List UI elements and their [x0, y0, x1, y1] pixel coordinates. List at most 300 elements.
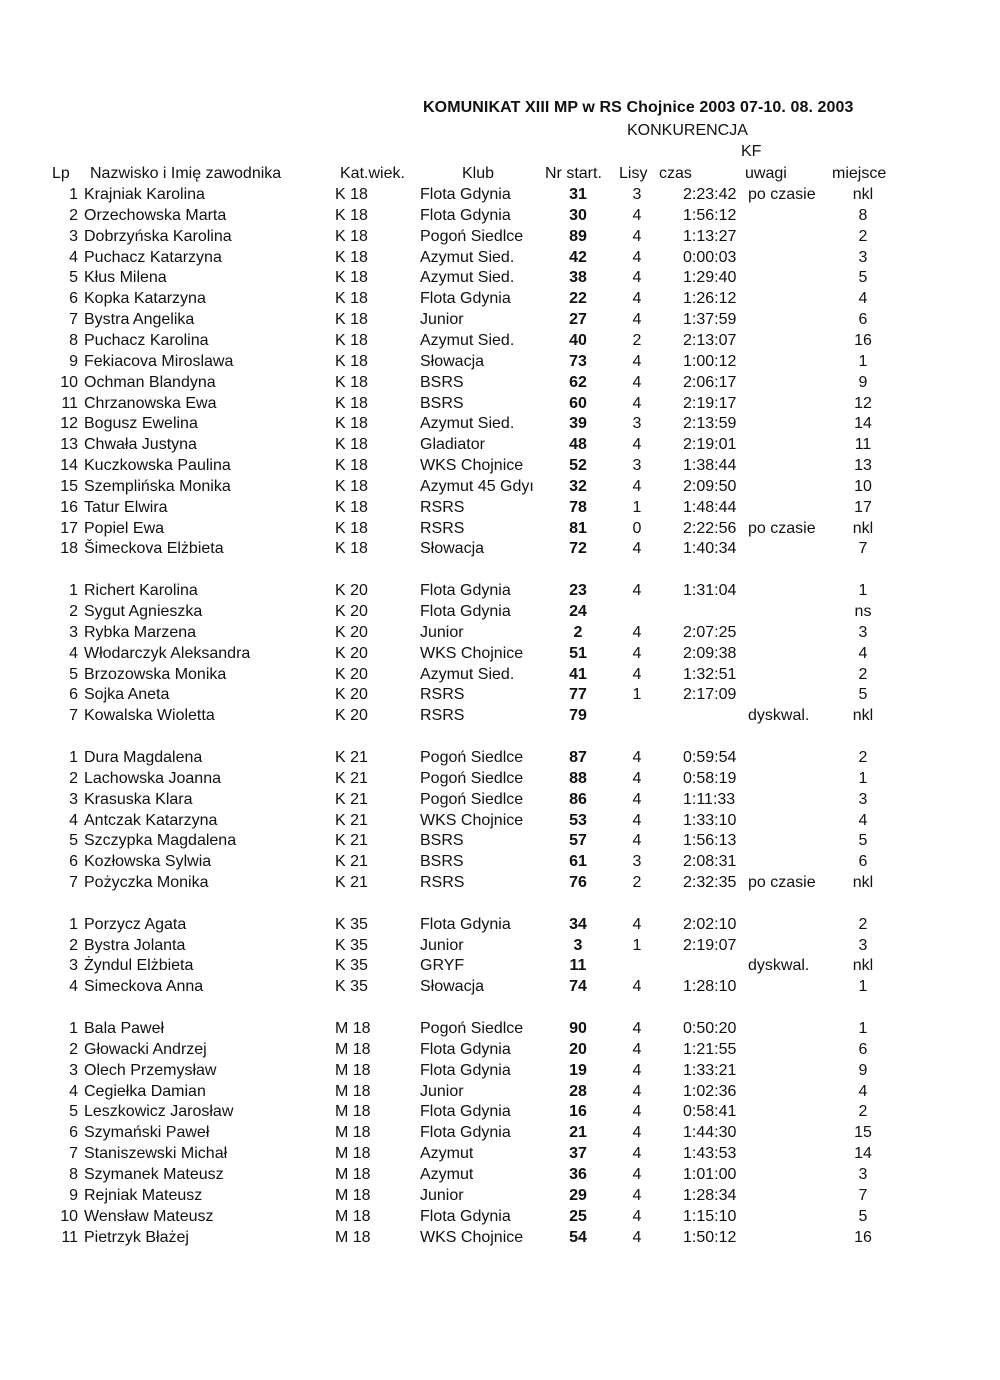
start-number: 34: [569, 916, 587, 933]
row-number: 13: [60, 436, 78, 453]
age-category: M 18: [335, 1229, 371, 1246]
start-number: 39: [569, 415, 587, 432]
row-number: 12: [60, 415, 78, 432]
club-name: BSRS: [420, 832, 464, 849]
competitor-name: Fekiacova Miroslawa: [84, 353, 234, 370]
table-row: [0, 851, 1000, 872]
start-number: 52: [569, 457, 587, 474]
start-number: 62: [569, 374, 587, 391]
competitor-name: Pożyczka Monika: [84, 874, 209, 891]
competitor-name: Puchacz Karolina: [84, 332, 209, 349]
finish-time: 1:56:12: [683, 207, 737, 224]
lisy-count: 2: [632, 874, 642, 891]
club-name: Flota Gdynia: [420, 603, 511, 620]
table-row: [0, 434, 1000, 455]
age-category: K 21: [335, 770, 368, 787]
start-number: 21: [569, 1124, 587, 1141]
table-row: [0, 267, 1000, 288]
age-category: K 21: [335, 853, 368, 870]
start-number: 61: [569, 853, 587, 870]
finish-time: 1:32:51: [683, 666, 737, 683]
age-category: M 18: [335, 1166, 371, 1183]
row-number: 1: [69, 186, 78, 203]
row-number: 7: [69, 311, 78, 328]
club-name: RSRS: [420, 520, 465, 537]
row-number: 5: [69, 269, 78, 286]
competitor-name: Bogusz Ewelina: [84, 415, 198, 432]
finish-time: 2:13:07: [683, 332, 737, 349]
competitor-name: Olech Przemysław: [84, 1062, 217, 1079]
lisy-count: 1: [632, 499, 642, 516]
finish-time: 2:32:35: [683, 874, 737, 891]
place: 2: [858, 228, 868, 245]
start-number: 38: [569, 269, 587, 286]
row-number: 15: [60, 478, 78, 495]
age-category: K 18: [335, 520, 368, 537]
place: 5: [858, 269, 868, 286]
competitor-name: Puchacz Katarzyna: [84, 249, 222, 266]
age-category: K 20: [335, 645, 368, 662]
competitor-name: Szymański Paweł: [84, 1124, 210, 1141]
club-name: Słowacja: [420, 978, 485, 995]
table-row: [0, 372, 1000, 393]
start-number: 2: [573, 624, 583, 641]
place: 13: [854, 457, 872, 474]
finish-time: 1:26:12: [683, 290, 737, 307]
club-name: Pogoń Siedlce: [420, 749, 524, 766]
remarks: dyskwal.: [748, 707, 810, 724]
place: 4: [858, 290, 868, 307]
age-category: K 18: [335, 395, 368, 412]
competitor-name: Rejniak Mateusz: [84, 1187, 203, 1204]
competitor-name: Lachowska Joanna: [84, 770, 221, 787]
age-category: K 18: [335, 457, 368, 474]
row-number: 1: [69, 916, 78, 933]
table-row: [0, 1081, 1000, 1102]
finish-time: 1:28:10: [683, 978, 737, 995]
finish-time: 1:01:00: [683, 1166, 737, 1183]
finish-time: 0:00:03: [683, 249, 737, 266]
finish-time: 1:02:36: [683, 1083, 737, 1100]
competitor-name: Porzycz Agata: [84, 916, 187, 933]
finish-time: 1:00:12: [683, 353, 737, 370]
row-number: 6: [69, 853, 78, 870]
table-row: [0, 1122, 1000, 1143]
club-name: Junior: [420, 1083, 464, 1100]
lisy-count: 4: [632, 1020, 642, 1037]
header-lisy: Lisy: [619, 165, 648, 182]
competitor-name: Rybka Marzena: [84, 624, 197, 641]
lisy-count: 4: [632, 645, 642, 662]
start-number: 57: [569, 832, 587, 849]
finish-time: 2:06:17: [683, 374, 737, 391]
lisy-count: 3: [632, 457, 642, 474]
place: 1: [858, 1020, 868, 1037]
start-number: 29: [569, 1187, 587, 1204]
place: 5: [858, 1208, 868, 1225]
header-lp: Lp: [52, 165, 70, 182]
competitor-name: Krajniak Karolina: [84, 186, 205, 203]
start-number: 48: [569, 436, 587, 453]
start-number: 86: [569, 791, 587, 808]
finish-time: 1:31:04: [683, 582, 737, 599]
lisy-count: 4: [632, 791, 642, 808]
age-category: M 18: [335, 1020, 371, 1037]
competitor-name: Staniszewski Michał: [84, 1145, 228, 1162]
row-number: 2: [69, 1041, 78, 1058]
club-name: RSRS: [420, 707, 465, 724]
competitor-name: Żyndul Elżbieta: [84, 957, 194, 974]
place: 16: [854, 332, 872, 349]
competitor-name: Leszkowicz Jarosław: [84, 1103, 234, 1120]
table-row: [0, 1039, 1000, 1060]
competitor-name: Sojka Aneta: [84, 686, 170, 703]
row-number: 11: [61, 1229, 78, 1246]
discipline-label: KF: [741, 143, 762, 160]
start-number: 79: [569, 707, 587, 724]
lisy-count: 3: [632, 186, 642, 203]
lisy-count: 4: [632, 311, 642, 328]
start-number: 77: [569, 686, 587, 703]
row-number: 14: [60, 457, 78, 474]
place: 6: [858, 311, 868, 328]
lisy-count: 4: [632, 749, 642, 766]
age-category: K 20: [335, 686, 368, 703]
lisy-count: 4: [632, 666, 642, 683]
row-number: 2: [69, 207, 78, 224]
club-name: WKS Chojnice: [420, 812, 524, 829]
club-name: Flota Gdynia: [420, 186, 511, 203]
header-place: miejsce: [832, 165, 887, 182]
age-category: K 21: [335, 812, 368, 829]
competitor-name: Kowalska Wioletta: [84, 707, 215, 724]
header-category: Kat.wiek.: [340, 165, 405, 182]
row-number: 2: [69, 770, 78, 787]
remarks: po czasie: [748, 520, 816, 537]
place: 4: [858, 645, 868, 662]
age-category: M 18: [335, 1124, 371, 1141]
place: 6: [858, 1041, 868, 1058]
lisy-count: 2: [632, 332, 642, 349]
table-row: [0, 976, 1000, 997]
competitor-name: Chwała Justyna: [84, 436, 197, 453]
row-number: 6: [69, 290, 78, 307]
finish-time: 1:38:44: [683, 457, 737, 474]
start-number: 42: [569, 249, 587, 266]
age-category: K 18: [335, 353, 368, 370]
competitor-name: Włodarczyk Aleksandra: [84, 645, 251, 662]
age-category: K 18: [335, 415, 368, 432]
table-row: [0, 413, 1000, 434]
competitor-name: Bala Paweł: [84, 1020, 165, 1037]
header-club: Klub: [462, 165, 495, 182]
finish-time: 2:23:42: [683, 186, 737, 203]
club-name: Flota Gdynia: [420, 582, 511, 599]
age-category: K 21: [335, 749, 368, 766]
start-number: 30: [569, 207, 587, 224]
club-name: Azymut Sied.: [420, 249, 515, 266]
start-number: 54: [569, 1229, 587, 1246]
club-name: Azymut Sied.: [420, 269, 515, 286]
lisy-count: 4: [632, 812, 642, 829]
competitor-name: Cegiełka Damian: [84, 1083, 206, 1100]
place: 9: [858, 1062, 868, 1079]
table-row: [0, 247, 1000, 268]
finish-time: 2:09:50: [683, 478, 737, 495]
competitor-name: Kłus Milena: [84, 269, 167, 286]
place: nkl: [852, 186, 874, 203]
place: 1: [858, 582, 868, 599]
place: 3: [858, 249, 868, 266]
lisy-count: 4: [632, 1083, 642, 1100]
lisy-count: 1: [632, 686, 642, 703]
table-row: [0, 580, 1000, 601]
table-row: [0, 914, 1000, 935]
table-row: [0, 643, 1000, 664]
club-name: Flota Gdynia: [420, 1103, 511, 1120]
age-category: K 18: [335, 540, 368, 557]
place: 16: [854, 1229, 872, 1246]
age-category: K 21: [335, 791, 368, 808]
age-category: K 18: [335, 374, 368, 391]
lisy-count: 4: [632, 916, 642, 933]
table-header: [0, 163, 1000, 184]
finish-time: 1:13:27: [683, 228, 737, 245]
table-row: [0, 288, 1000, 309]
table-row: [0, 872, 1000, 893]
header-notes: uwagi: [745, 165, 787, 182]
place: 1: [858, 770, 868, 787]
table-row: [0, 309, 1000, 330]
row-number: 9: [69, 1187, 78, 1204]
competitor-name: Kopka Katarzyna: [84, 290, 206, 307]
place: nkl: [852, 520, 874, 537]
table-row: [0, 768, 1000, 789]
start-number: 28: [569, 1083, 587, 1100]
place: 8: [858, 207, 868, 224]
competitor-name: Simeckova Anna: [84, 978, 204, 995]
lisy-count: 4: [632, 582, 642, 599]
row-number: 11: [61, 395, 78, 412]
club-name: RSRS: [420, 499, 465, 516]
finish-time: 1:21:55: [683, 1041, 737, 1058]
age-category: K 18: [335, 290, 368, 307]
table-row: [0, 476, 1000, 497]
place: 17: [854, 499, 872, 516]
club-name: Flota Gdynia: [420, 916, 511, 933]
club-name: Junior: [420, 937, 464, 954]
lisy-count: 4: [632, 1208, 642, 1225]
lisy-count: 4: [632, 832, 642, 849]
place: 3: [858, 937, 868, 954]
place: 5: [858, 832, 868, 849]
table-row: [0, 497, 1000, 518]
table-row: [0, 351, 1000, 372]
row-number: 18: [60, 540, 78, 557]
finish-time: 1:33:10: [683, 812, 737, 829]
row-number: 6: [69, 1124, 78, 1141]
start-number: 72: [569, 540, 587, 557]
club-name: WKS Chojnice: [420, 457, 524, 474]
place: 6: [858, 853, 868, 870]
start-number: 81: [569, 520, 587, 537]
row-number: 4: [69, 645, 78, 662]
start-number: 41: [569, 666, 587, 683]
table-row: [0, 705, 1000, 726]
place: 14: [854, 415, 872, 432]
club-name: BSRS: [420, 853, 464, 870]
competitor-name: Tatur Elwira: [84, 499, 168, 516]
competitor-name: Antczak Katarzyna: [84, 812, 218, 829]
age-category: K 18: [335, 207, 368, 224]
start-number: 37: [569, 1145, 587, 1162]
age-category: K 18: [335, 249, 368, 266]
competitor-name: Szymanek Mateusz: [84, 1166, 224, 1183]
start-number: 76: [569, 874, 587, 891]
age-category: K 18: [335, 499, 368, 516]
start-number: 78: [569, 499, 587, 516]
finish-time: 2:17:09: [683, 686, 737, 703]
start-number: 19: [569, 1062, 587, 1079]
lisy-count: 4: [632, 249, 642, 266]
table-row: [0, 1060, 1000, 1081]
age-category: M 18: [335, 1083, 371, 1100]
table-row: [0, 664, 1000, 685]
age-category: M 18: [335, 1208, 371, 1225]
document-title: KOMUNIKAT XIII MP w RS Chojnice 2003 07-10. 08. 2003: [423, 99, 854, 116]
table-row: [0, 1185, 1000, 1206]
competitor-name: Szemplińska Monika: [84, 478, 231, 495]
club-name: Azymut: [420, 1166, 474, 1183]
place: nkl: [852, 707, 874, 724]
table-row: [0, 747, 1000, 768]
lisy-count: 4: [632, 269, 642, 286]
age-category: K 21: [335, 874, 368, 891]
table-row: [0, 205, 1000, 226]
club-name: RSRS: [420, 874, 465, 891]
start-number: 32: [569, 478, 587, 495]
row-number: 1: [69, 749, 78, 766]
finish-time: 2:02:10: [683, 916, 737, 933]
competitor-name: Wensław Mateusz: [84, 1208, 214, 1225]
competitor-name: Kozłowska Sylwia: [84, 853, 212, 870]
age-category: K 35: [335, 957, 368, 974]
table-row: [0, 810, 1000, 831]
finish-time: 2:19:07: [683, 937, 737, 954]
age-category: K 18: [335, 332, 368, 349]
lisy-count: 4: [632, 290, 642, 307]
age-category: M 18: [335, 1103, 371, 1120]
lisy-count: 4: [632, 1062, 642, 1079]
table-row: [0, 538, 1000, 559]
finish-time: 0:50:20: [683, 1020, 737, 1037]
club-name: Flota Gdynia: [420, 290, 511, 307]
lisy-count: 4: [632, 540, 642, 557]
finish-time: 2:19:01: [683, 436, 737, 453]
table-row: [0, 1206, 1000, 1227]
club-name: Pogoń Siedlce: [420, 1020, 524, 1037]
competitor-name: Dobrzyńska Karolina: [84, 228, 232, 245]
club-name: GRYF: [420, 957, 465, 974]
lisy-count: 4: [632, 1166, 642, 1183]
table-row: [0, 935, 1000, 956]
start-number: 60: [569, 395, 587, 412]
row-number: 17: [60, 520, 78, 537]
finish-time: 1:48:44: [683, 499, 737, 516]
finish-time: 2:09:38: [683, 645, 737, 662]
club-name: Flota Gdynia: [420, 1208, 511, 1225]
header-time: czas: [659, 165, 692, 182]
table-row: [0, 789, 1000, 810]
row-number: 2: [69, 937, 78, 954]
club-name: Słowacja: [420, 353, 485, 370]
row-number: 3: [69, 791, 78, 808]
finish-time: 1:50:12: [683, 1229, 737, 1246]
lisy-count: 4: [632, 395, 642, 412]
remarks: dyskwal.: [748, 957, 810, 974]
table-row: [0, 1227, 1000, 1248]
competitor-name: Richert Karolina: [84, 582, 198, 599]
table-row: [0, 330, 1000, 351]
row-number: 4: [69, 812, 78, 829]
row-number: 5: [69, 1103, 78, 1120]
age-category: M 18: [335, 1187, 371, 1204]
table-row: [0, 393, 1000, 414]
row-number: 10: [60, 1208, 78, 1225]
place: 3: [858, 1166, 868, 1183]
club-name: Flota Gdynia: [420, 1062, 511, 1079]
row-number: 16: [60, 499, 78, 516]
lisy-count: 3: [632, 415, 642, 432]
table-row: [0, 830, 1000, 851]
start-number: 27: [569, 311, 587, 328]
row-number: 1: [69, 582, 78, 599]
place: 9: [858, 374, 868, 391]
competitor-name: Pietrzyk Błażej: [84, 1229, 189, 1246]
club-name: WKS Chojnice: [420, 645, 524, 662]
finish-time: 1:43:53: [683, 1145, 737, 1162]
start-number: 51: [569, 645, 587, 662]
age-category: K 20: [335, 707, 368, 724]
row-number: 5: [69, 832, 78, 849]
place: 7: [858, 540, 868, 557]
finish-time: 1:40:34: [683, 540, 737, 557]
club-name: Azymut Sied.: [420, 415, 515, 432]
competitor-name: Orzechowska Marta: [84, 207, 227, 224]
age-category: M 18: [335, 1041, 371, 1058]
row-number: 7: [69, 1145, 78, 1162]
club-name: Junior: [420, 1187, 464, 1204]
club-name: Junior: [420, 311, 464, 328]
finish-time: 0:58:41: [683, 1103, 737, 1120]
lisy-count: 4: [632, 1187, 642, 1204]
place: 1: [858, 353, 868, 370]
row-number: 4: [69, 978, 78, 995]
club-name: Azymut Sied.: [420, 666, 515, 683]
start-number: 53: [569, 812, 587, 829]
age-category: K 18: [335, 269, 368, 286]
finish-time: 1:28:34: [683, 1187, 737, 1204]
competitor-name: Głowacki Andrzej: [84, 1041, 207, 1058]
finish-time: 2:07:25: [683, 624, 737, 641]
start-number: 23: [569, 582, 587, 599]
age-category: K 35: [335, 937, 368, 954]
lisy-count: 4: [632, 353, 642, 370]
row-number: 5: [69, 666, 78, 683]
club-name: BSRS: [420, 395, 464, 412]
place: nkl: [852, 957, 874, 974]
age-category: K 20: [335, 603, 368, 620]
